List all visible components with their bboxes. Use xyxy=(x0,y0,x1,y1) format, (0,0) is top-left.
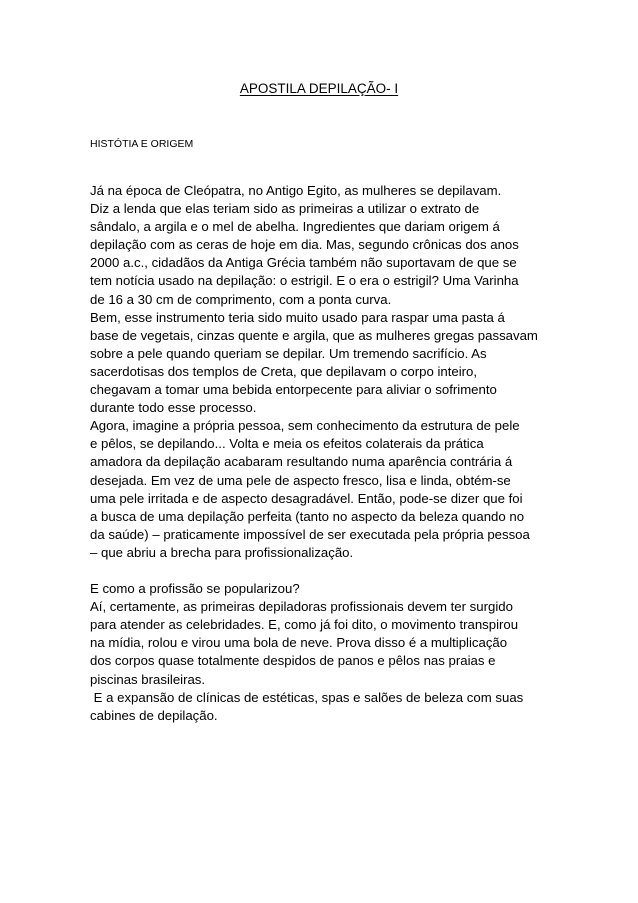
text-line: Aí, certamente, as primeiras depiladoras profissionais devem ter surgido xyxy=(90,599,513,615)
document-title-text: APOSTILA DEPILAÇÃO- I xyxy=(239,81,399,96)
text-line: E a expansão de clínicas de estéticas, spas e salões de beleza com suas xyxy=(90,689,524,705)
text-line: durante todo esse processo. xyxy=(90,400,257,416)
text-line: Já na época de Cleópatra, no Antigo Egito, as mulheres se depilavam. xyxy=(90,183,502,198)
text-line: amadora da depilação acabaram resultando numa aparência contrária á xyxy=(90,454,513,470)
text-line: tem notícia usado na depilação: o estrigil. E o era o estrigil? Uma Varinha xyxy=(90,273,519,289)
text-line: piscinas brasileiras. xyxy=(90,671,206,687)
text-line: sândalo, a argila e o mel de abelha. Ingredientes que dariam origem á xyxy=(90,219,500,235)
text-line: – que abriu a brecha para profissionalização. xyxy=(90,544,354,560)
text-line: na mídia, rolou e virou uma bola de neve. Prova disso é a multiplicação xyxy=(90,635,508,651)
section-heading: HISTÓTIA E ORIGEM xyxy=(90,138,194,150)
text-line: base de vegetais, cinzas quente e argila, que as mulheres gregas passavam xyxy=(90,327,538,343)
text-line: E como a profissão se popularizou? xyxy=(90,581,300,597)
text-line: da saúde) – praticamente impossível de ser executada pela própria pessoa xyxy=(90,526,530,542)
document-title xyxy=(0,80,638,98)
blank-line xyxy=(90,562,560,580)
text-line: depilação com as ceras de hoje em dia. Mas, segundo crônicas dos anos xyxy=(90,237,519,253)
text-line: e pêlos, se depilando... Volta e meia os efeitos colaterais da prática xyxy=(90,436,484,452)
text-line: de 16 a 30 cm de comprimento, com a ponta curva. xyxy=(90,291,392,307)
text-line: desejada. Em vez de uma pele de aspecto fresco, lisa e linda, obtém-se xyxy=(90,472,511,488)
text-line: uma pele irritada e de aspecto desagradável. Então, pode-se dizer que foi xyxy=(90,490,523,506)
text-line: para atender as celebridades. E, como já foi dito, o movimento transpirou xyxy=(90,617,519,633)
text-line: sobre a pele quando queriam se depilar. Um tremendo sacrifício. As xyxy=(90,345,487,361)
text-line: dos corpos quase totalmente despidos de panos e pêlos nas praias e xyxy=(90,653,496,669)
text-line: sacerdotisas dos templos de Creta, que depilavam o corpo inteiro, xyxy=(90,363,478,379)
text-line: Diz a lenda que elas teriam sido as primeiras a utilizar o extrato de xyxy=(90,201,480,217)
text-line: Agora, imagine a própria pessoa, sem conhecimento da estrutura de pele xyxy=(90,418,520,434)
body-text xyxy=(90,182,560,725)
text-line: cabines de depilação. xyxy=(90,707,218,723)
text-line: Bem, esse instrumento teria sido muito usado para raspar uma pasta á xyxy=(90,309,505,325)
text-line: chegavam a tomar uma bebida entorpecente para aliviar o sofrimento xyxy=(90,382,497,398)
text-line: 2000 a.c., cidadãos da Antiga Grécia também não suportavam de que se xyxy=(90,255,517,271)
text-line: a busca de uma depilação perfeita (tanto no aspecto da beleza quando no xyxy=(90,508,525,524)
